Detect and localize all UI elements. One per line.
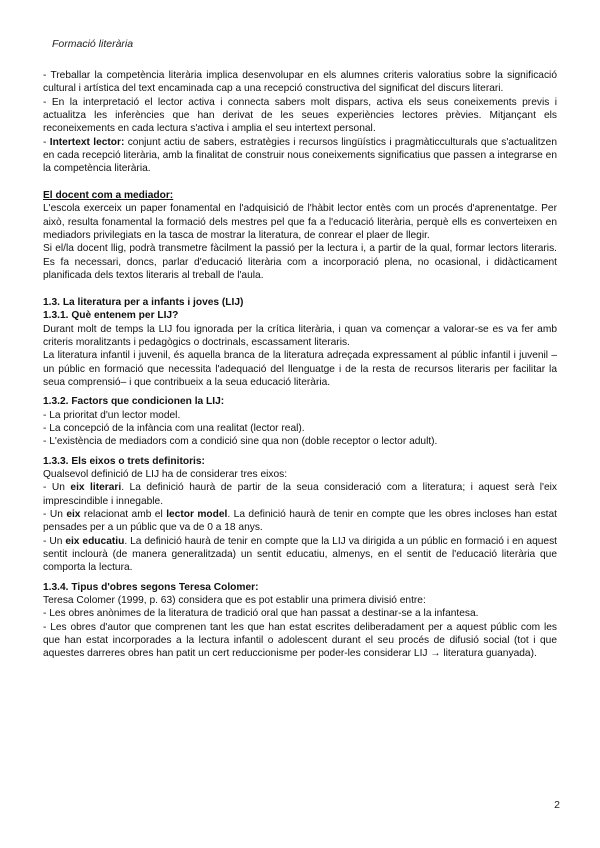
factor-item: - La concepció de la infància com una realitat (lector real). [43, 422, 305, 434]
mediator-heading: El docent com a mediador: [43, 190, 174, 202]
axis-item-educational: - Un eix educatiu. La definició haurà de tenir en compte que la LIJ va dirigida a un públic en formació i en aquest sentit inclourà (de manera generalitzada) un sentit educatiu, almenys, en el sentit de l'educació literària que comporta la lectura. [43, 535, 557, 574]
section-1-3-2-heading: 1.3.2. Factors que condicionen la LIJ: [43, 396, 225, 408]
intro-paragraph-1: - Treballar la competència literària implica desenvolupar en els alumnes criteris valoratius sobre la significació cultural i artística del text encaminada cap a una recepció constructiva del significat del discurs literari. [43, 70, 557, 95]
section-1-3-1-paragraph-2: La literatura infantil i juvenil, és aquella branca de la literatura adreçada expressament al públic infantil i juvenil – un públic en formació que necessita l'adequació del llenguatge i de la resta de recursos literaris per facilitar la seua comprensió– i que contribueix a la seua educació literària. [43, 350, 557, 388]
axis-item-literary: - Un eix literari. La definició haurà de partir de la seua consideració com a literatura; i aquest serà l'eix imprescindible i innegable. [43, 482, 558, 507]
page-body [43, 69, 557, 661]
intro-paragraph-3: - Intertext lector: conjunt actiu de sabers, estratègies i recursos lingüístics i pragmàticculturals que s'actualitzen en cada recepció literària, amb la finalitat de construir nous coneixements significatius que passen a integrarse en la competència literària. [43, 136, 557, 175]
section-1-3-4-intro: Teresa Colomer (1999, p. 63) considera que es pot establir una primera divisió entre: [43, 595, 426, 607]
section-1-3-heading: 1.3. La literatura per a infants i joves (LIJ) [43, 296, 244, 308]
mediator-paragraph-1: L'escola exerceix un paper fonamental en l'adquisició de l'hàbit lector entès com un procés d'aprenentatge. Per això, resulta fonamental la formació dels mestres pel que fa a l'educació literària, perquè ells es converteixen en mediadors privilegiats en la tasca de mostrar la literatura, de conrear el plaer de llegir. [43, 203, 557, 242]
section-1-3-4-heading: 1.3.4. Tipus d'obres segons Teresa Colomer: [43, 581, 259, 593]
work-type-item: - Les obres anònimes de la literatura de tradició oral que han passat a destinar-se a la infantesa. [43, 608, 479, 620]
intertext-definition: conjunt actiu de sabers, estratègies i recursos lingüístics i pragmàticculturals que s'actualitzen en cada recepció literària, amb la finalitat de construir nous coneixements significatius que passen a integrarse en la competència literària. [43, 136, 557, 175]
page-number: 2 [554, 799, 560, 811]
factor-item: - L'existència de mediadors com a condició sine qua non (doble receptor o lector adult). [43, 436, 438, 448]
work-type-item: - Les obres d'autor que comprenen tant les que han estat escrites deliberadament per a aquest públic com les que han estat incorporades a la lectura infantil o adolescent durant el seu procés de difusió social (tot i que aquestes darreres obres han patit un cert reduccionisme per poder-les considerar LIJ → literatura guanyada). [43, 621, 557, 660]
mediator-paragraph-2: Si el/la docent llig, podrà transmetre fàcilment la passió per la lectura i, a partir de la qual, formar lectors literaris. Es fa necessari, doncs, parlar d'educació literària com a incorporació plena, no ocasional, i didàcticament planificada dels textos literaris al treball de l'aula. [43, 243, 557, 282]
axis-term: eix literari [70, 482, 122, 494]
axis-term: eix [66, 509, 81, 520]
axis-term: lector model [166, 509, 228, 520]
factor-item: - La prioritat d'un lector model. [43, 409, 181, 421]
running-header: Formació literària [52, 38, 134, 50]
section-1-3-3-intro: Qualsevol definició de LIJ ha de considerar tres eixos: [43, 468, 288, 480]
axis-term: eix educatiu [65, 535, 125, 547]
section-1-3-1-heading: 1.3.1. Què entenem per LIJ? [43, 310, 179, 322]
section-1-3-3-heading: 1.3.3. Els eixos o trets definitoris: [43, 455, 205, 467]
intro-paragraph-2: - En la interpretació el lector activa i connecta sabers molt dispars, activa els seus coneixements previs i actualitza les inferències que han derivat de les seues experiències lectores prèvies. Mitjançant els reconeixements en cada lectura s'activa i amplia el seu intertext personal. [43, 96, 557, 135]
intertext-term: Intertext lector: [49, 136, 125, 148]
section-1-3-1-paragraph-1: Durant molt de temps la LIJ fou ignorada per la crítica literària, i quan va començar a valorar-se es va fer amb criteris moralitzants i pedagògics o doctrinals, escassament literaris. [43, 323, 557, 348]
axis-item-reader: - Un eix relacionat amb el lector model. La definició haurà de tenir en compte que les obres incloses han estat pensades per a un públic que va de 0 a 18 anys. [43, 509, 557, 534]
